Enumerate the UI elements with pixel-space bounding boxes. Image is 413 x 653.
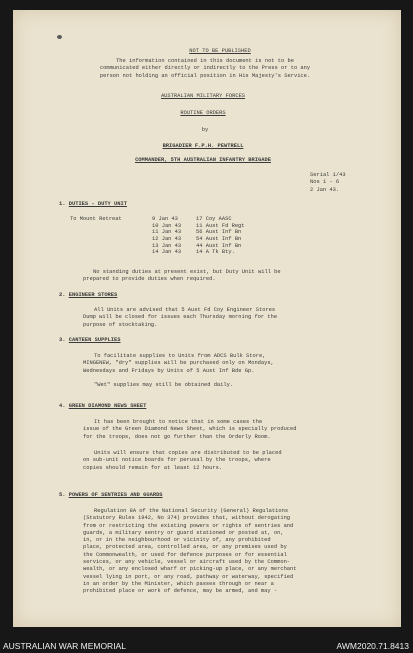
- roster-unit: 44 Aust Inf Bn: [196, 242, 242, 249]
- text-line: on sub-unit notice boards for perusal by the troops, where: [83, 457, 271, 464]
- document-title: ROUTINE ORDERS: [180, 110, 226, 116]
- section-number: 3.: [59, 337, 66, 343]
- officer-name: BRIGADIER F.P.H. PEWTRELL: [162, 143, 244, 149]
- roster-unit: 14 A Tk Bty.: [196, 249, 235, 256]
- section-2-text: [83, 307, 277, 329]
- section-1-text: [83, 269, 281, 284]
- section-number: 2.: [59, 292, 66, 298]
- serial-block: [310, 172, 346, 194]
- text-line: services, or any vehicle, vessel or aircraft used by the Common-: [83, 559, 291, 566]
- section-4-heading: [59, 403, 146, 410]
- text-line: guards, a military sentry or guard stationed or posted at, on,: [83, 529, 284, 536]
- text-line: purpose of stocktaking.: [83, 321, 158, 328]
- restriction-heading: NOT TO BE PUBLISHED: [189, 48, 251, 54]
- text-line: prohibited place or work of defence, may be armed, and may -: [83, 588, 278, 595]
- text-line: vessel lying in port, or any road, pathway or waterway, specified: [83, 573, 294, 580]
- roster-unit: 56 Aust Inf Bn: [196, 229, 242, 236]
- order-numbers: Nos 1 - 6: [310, 179, 340, 186]
- roster-date: 14 Jan 43: [152, 249, 182, 256]
- roster-date: 10 Jan 43: [152, 222, 182, 229]
- distribution-notice: [11, 58, 399, 80]
- roster-date: 11 Jan 43: [152, 229, 182, 236]
- text-line: To facilitate supplies to Units from ADCS Bulk Store,: [94, 353, 266, 359]
- text-line: wealth, or any enclosed wharf or picking-up place, or any merchant: [83, 566, 297, 573]
- section-title: POWERS OF SENTRIES AND GUARDS: [68, 492, 163, 498]
- roster-date: 9 Jan 43: [152, 216, 178, 222]
- text-line: place, protected area, controlled area, or any premises used by: [83, 544, 287, 551]
- roster-date: 12 Jan 43: [152, 236, 182, 243]
- roster-row: [152, 223, 245, 230]
- section-title: GREEN DIAMOND NEWS SHEET: [68, 403, 147, 409]
- text-line: issue of the Green Diamond News Sheet, which is specially produced: [83, 426, 297, 433]
- archive-footer: [0, 640, 413, 653]
- text-line: from or restricting the existing powers or rights of sentries and: [83, 522, 294, 529]
- forces-heading: AUSTRALIAN MILITARY FORCES: [160, 93, 246, 99]
- text-line: for the troops, does not go further than the Orderly Room.: [83, 433, 271, 440]
- text-line: prepared to provide duties when required.: [83, 276, 216, 283]
- text-line: Wednesdays and Fridays by Units of 5 Aust Inf Bde Gp.: [83, 367, 255, 374]
- section-number: 1.: [59, 201, 66, 207]
- section-number: 4.: [59, 403, 66, 409]
- section-4-text: [83, 419, 297, 441]
- duty-roster: [152, 216, 245, 256]
- by-label: by: [201, 127, 209, 133]
- text-line: Regulation 8A of the National Security (General) Regulations: [94, 508, 289, 514]
- notice-line: The information contained in this document is not to be: [116, 58, 294, 64]
- roster-row: [152, 249, 245, 256]
- archive-reference: AWM2020.71.8413: [336, 641, 409, 651]
- roster-row: [152, 236, 245, 243]
- section-5-text: [83, 508, 297, 596]
- section-title: CANTEEN SUPPLIES: [68, 337, 121, 343]
- text-line: Dump will be closed for issues each Thursday morning for the: [83, 314, 278, 321]
- section-3-heading: [59, 337, 121, 344]
- section-number: 5.: [59, 492, 66, 498]
- text-line: the Commonwealth, or used for defence purposes or for essential: [83, 551, 287, 558]
- roster-row: [152, 216, 245, 223]
- text-line: All Units are advised that 5 Aust Fd Coy Engineer Stores: [94, 307, 276, 313]
- text-line: (Statutory Rules 1942, No 374) provides that, without derogating: [83, 515, 291, 522]
- serial-number: Serial 1/43: [310, 172, 346, 178]
- roster-unit: 11 Aust Fd Regt: [196, 222, 245, 229]
- text-line: It has been brought to notice that in some cases the: [94, 419, 263, 425]
- roster-row: [152, 243, 245, 250]
- text-line: MINGENEW, "dry" supplies will be purchased only on Mondays,: [83, 360, 274, 367]
- text-line: copies should remain for at least 12 hours.: [83, 464, 223, 471]
- punch-hole: [57, 35, 62, 39]
- text-line: in an order by the Minister, which passes through or near a: [83, 580, 274, 587]
- roster-row: [152, 229, 245, 236]
- section-title: ENGINEER STORES: [68, 292, 118, 298]
- text-line: in, or in the neighbourhood or vicinity of, any prohibited: [83, 537, 271, 544]
- section-3-text2: "Wet" supplies may still be obtained daily.: [94, 382, 234, 388]
- section-1-heading: [59, 201, 127, 208]
- roster-date: 13 Jan 43: [152, 242, 182, 249]
- section-5-heading: [59, 492, 163, 499]
- roster-unit: 54 Aust Inf Bn: [196, 236, 242, 243]
- text-line: No standing duties at present exist, but Duty Unit will be: [93, 269, 281, 275]
- section-4-text2: [83, 450, 282, 472]
- section-title: DUTIES - DUTY UNIT: [68, 201, 127, 207]
- command-title: COMMANDER, 5TH AUSTRALIAN INFANTRY BRIGADE: [135, 157, 271, 163]
- roster-unit: 17 Coy AASC: [196, 216, 232, 222]
- roster-label: To Mount Retreat: [70, 216, 122, 222]
- notice-line: communicated either directly or indirectly to the Press or to any: [99, 65, 311, 72]
- order-date: 2 Jan 43.: [310, 186, 340, 193]
- archive-name: AUSTRALIAN WAR MEMORIAL: [3, 641, 126, 651]
- section-3-text: [83, 353, 274, 375]
- section-2-heading: [59, 292, 117, 299]
- text-line: Units will ensure that copies are distributed to be placed: [94, 450, 282, 456]
- notice-line: person not holding an official position in His Majesty's Service.: [99, 72, 311, 79]
- document-page: [13, 10, 401, 627]
